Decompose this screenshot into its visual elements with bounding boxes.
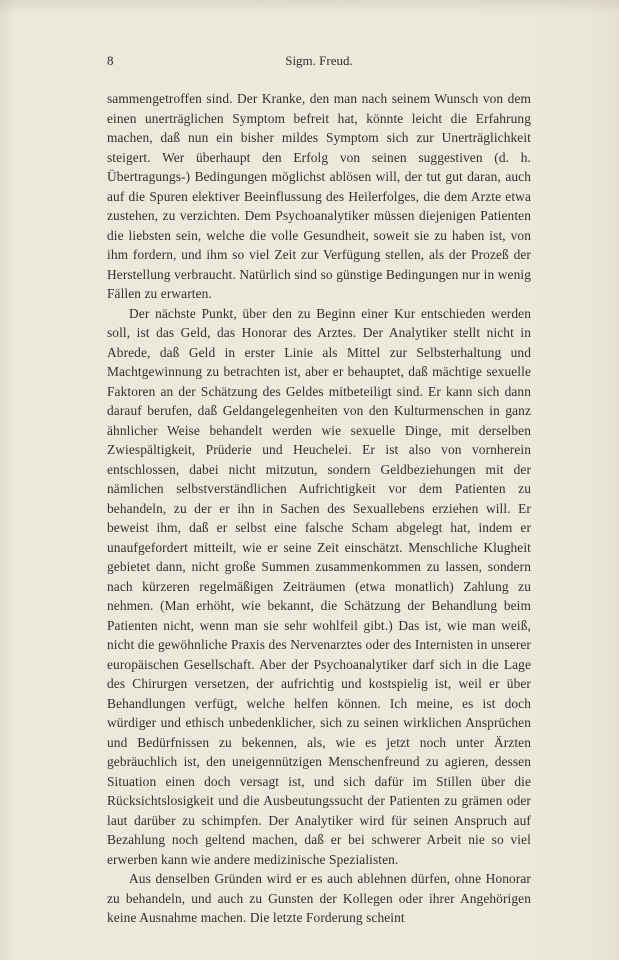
paragraph-continuation: sammengetroffen sind. Der Kranke, den man nach seinem Wunsch von dem einen unerträglichen Symptom befreit hat, könnte leicht die Erfahrung machen, daß nun ein bisher mildes Symptom sich zur Unerträglichkeit steigert. Wer überhaupt den Erfolg von seinen suggestiven (d. h. Übertragungs-) Bedingungen möglichst ablösen will, der tut gut daran, auch auf die Spuren elektiver Beeinflussung des Heilerfolges, die dem Arzte etwa zustehen, zu verzichten. Dem Psychoanalytiker müssen diejenigen Patienten die liebsten sein, welche die volle Gesundheit, soweit sie zu haben ist, von ihm fordern, und ihm so viel Zeit zur Verfügung stellen, als der Prozeß der Herstellung verbraucht. Natürlich sind so günstige Bedingungen nur in wenig Fällen zu erwarten. — [107, 91, 531, 301]
paragraph-honorar: Der nächste Punkt, über den zu Beginn einer Kur entschieden werden soll, ist das Geld, das Honorar des Arztes. Der Analytiker stellt nicht in Abrede, daß Geld in erster Linie als Mittel zur Selbsterhaltung und Machtgewinnung zu betrachten ist, aber er behauptet, daß mächtige sexuelle Faktoren an der Schätzung des Geldes mitbeteiligt sind. Er kann sich dann darauf berufen, daß Geldangelegenheiten von den Kulturmenschen in ganz ähnlicher Weise behandelt werden wie sexuelle Dinge, mit derselben Zwiespältigkeit, Prüderie und Heuchelei. Er ist also von vornherein entschlossen, dabei nicht mitzutun, sondern Geldbeziehungen mit der nämlichen selbstverständlichen Aufrichtigkeit vor dem Patienten zu behandeln, zu der er ihn in Sachen des Sexuallebens erziehen will. Er beweist ihm, daß er selbst eine falsche Scham abgelegt hat, indem er unaufgefordert mitteilt, wie er seine Zeit einschätzt. Menschliche Klugheit gebietet dann, nicht große Summen zusammenkommen zu lassen, sondern nach kürzeren regelmäßigen Zeiträumen (etwa monatlich) Zahlung zu nehmen. (Man erhöht, wie bekannt, die Schätzung der Behandlung beim Patienten nicht, wenn man sie sehr wohlfeil gibt.) Das ist, wie man weiß, nicht die gewöhnliche Praxis des Nervenarztes oder des Internisten in unserer europäischen Gesellschaft. Aber der Psychoanalytiker darf sich in die Lage des Chirurgen versetzen, der aufrichtig und kostspielig ist, weil er über Behandlungen verfügt, welche helfen können. Ich meine, es ist doch würdiger und ethisch unbedenklicher, sich zu seinen wirklichen Ansprüchen und Bedürfnissen zu bekennen, als, wie es jetzt noch unter Ärzten gebräuchlich ist, den uneigennützigen Menschenfreund zu agieren, dessen Situation einen doch versagt ist, und sich dafür im Stillen über die Rücksichtslosigkeit und die Ausbeutungssucht der Patienten zu grämen oder laut darüber zu schimpfen. Der Analytiker wird für seinen Anspruch auf Bezahlung noch geltend machen, daß er bei schwerer Arbeit nie so viel erwerben kann wie andere medizinische Spezialisten. — [107, 305, 531, 867]
running-header — [107, 52, 531, 70]
running-header-title: Sigm. Freud. — [285, 53, 353, 68]
page-body — [107, 89, 531, 928]
page-number: 8 — [107, 53, 114, 68]
paragraph-gruende: Aus denselben Gründen wird er es auch ablehnen dürfen, ohne Honorar zu behandeln, und auch zu Gunsten der Kollegen oder ihrer Angehörigen keine Ausnahme machen. Die letzte Forderung scheint — [107, 871, 531, 925]
